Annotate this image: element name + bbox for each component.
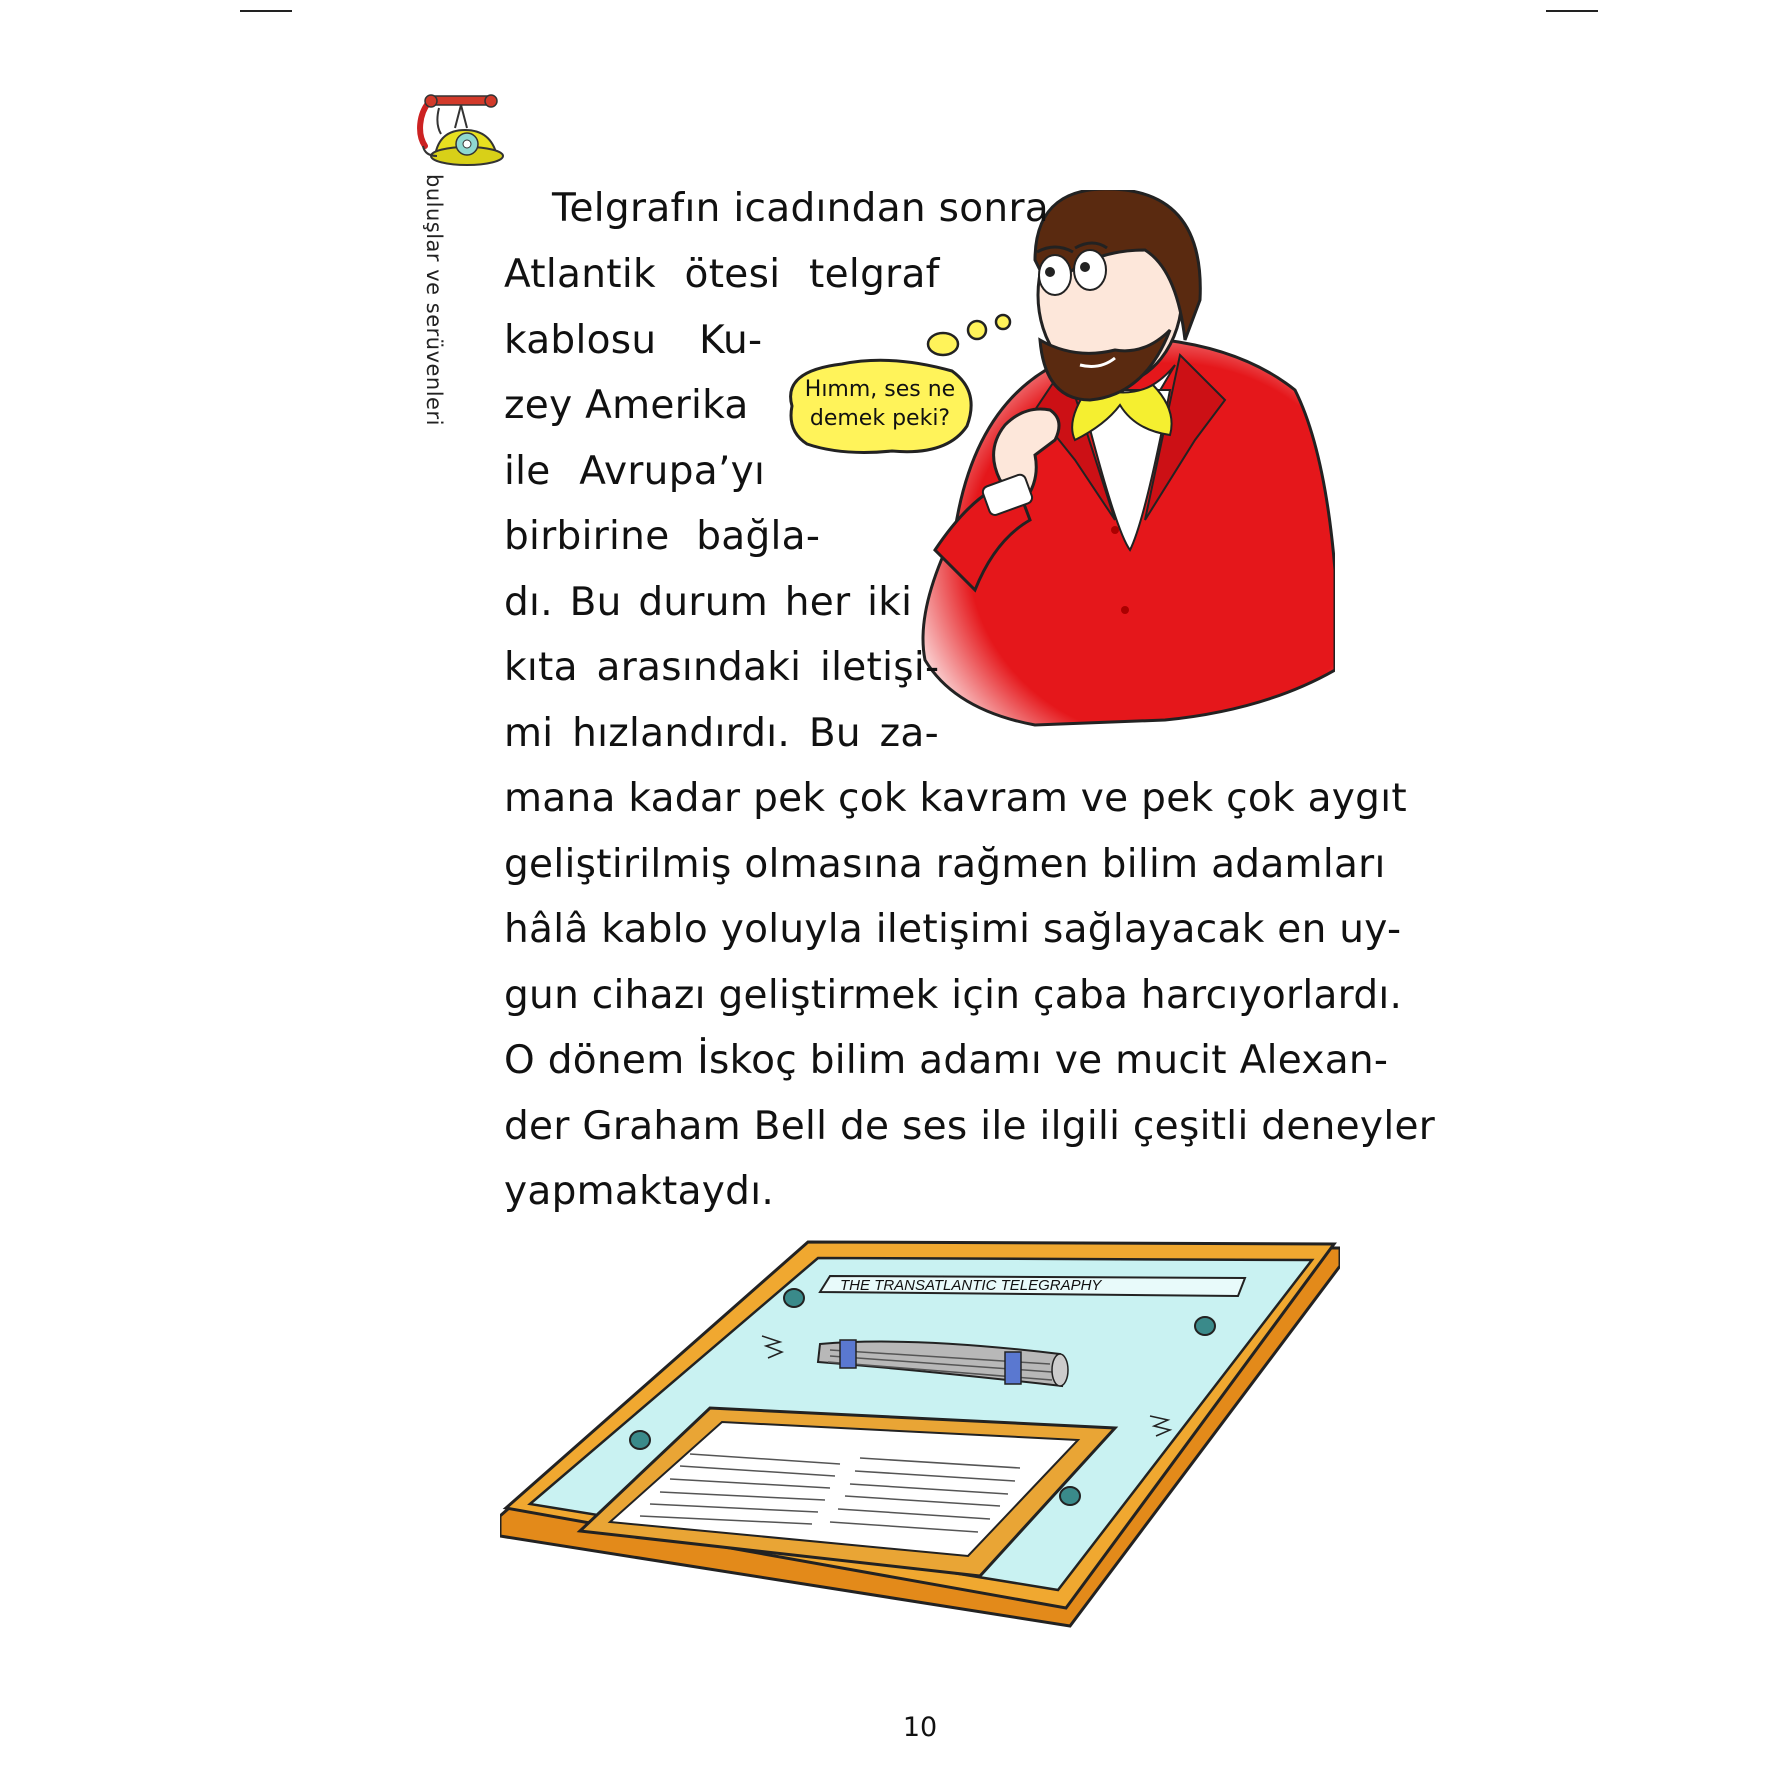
text-line: O dönem İskoç bilim adamı ve mucit Alexan-: [504, 1038, 1389, 1083]
crop-mark-right: [1546, 10, 1598, 12]
text-line: ile Avrupa’yı: [504, 449, 766, 494]
text-line: Telgrafın icadından sonra: [552, 186, 1049, 231]
text-line: kablosu Ku-: [504, 318, 763, 363]
thought-dots: [925, 312, 1017, 362]
text-line: gun cihazı geliştirmek için çaba harcıyorlardı.: [504, 973, 1403, 1018]
telegraph-plaque-illustration: [500, 1236, 1340, 1636]
text-line: yapmaktaydı.: [504, 1169, 775, 1214]
text-line: mana kadar pek çok kavram ve pek çok aygıt: [504, 776, 1407, 821]
text-line: der Graham Bell de ses ile ilgili çeşitli deneyler: [504, 1104, 1436, 1149]
thought-bubble-text: Hımm, ses ne demek peki?: [804, 377, 956, 431]
text-line: dı. Bu durum her iki: [504, 580, 913, 625]
man-illustration: [915, 190, 1335, 730]
telephone-icon: [415, 94, 507, 170]
text-line: kıta arasındaki iletişi-: [504, 645, 940, 690]
text-line: geliştirilmiş olmasına rağmen bilim adamları: [504, 842, 1386, 887]
text-line: birbirine bağla-: [504, 514, 821, 559]
page-number: 10: [902, 1712, 938, 1743]
crop-mark-left: [240, 10, 292, 12]
text-line: zey Amerika: [504, 383, 749, 428]
text-line: mi hızlandırdı. Bu za-: [504, 711, 939, 756]
plaque-title: THE TRANSATLANTIC TELEGRAPHY: [840, 1277, 1102, 1294]
side-label: buluşlar ve serüvenleri: [422, 174, 446, 426]
text-line: Atlantik ötesi telgraf: [504, 252, 940, 297]
text-line: hâlâ kablo yoluyla iletişimi sağlayacak en uy-: [504, 907, 1402, 952]
